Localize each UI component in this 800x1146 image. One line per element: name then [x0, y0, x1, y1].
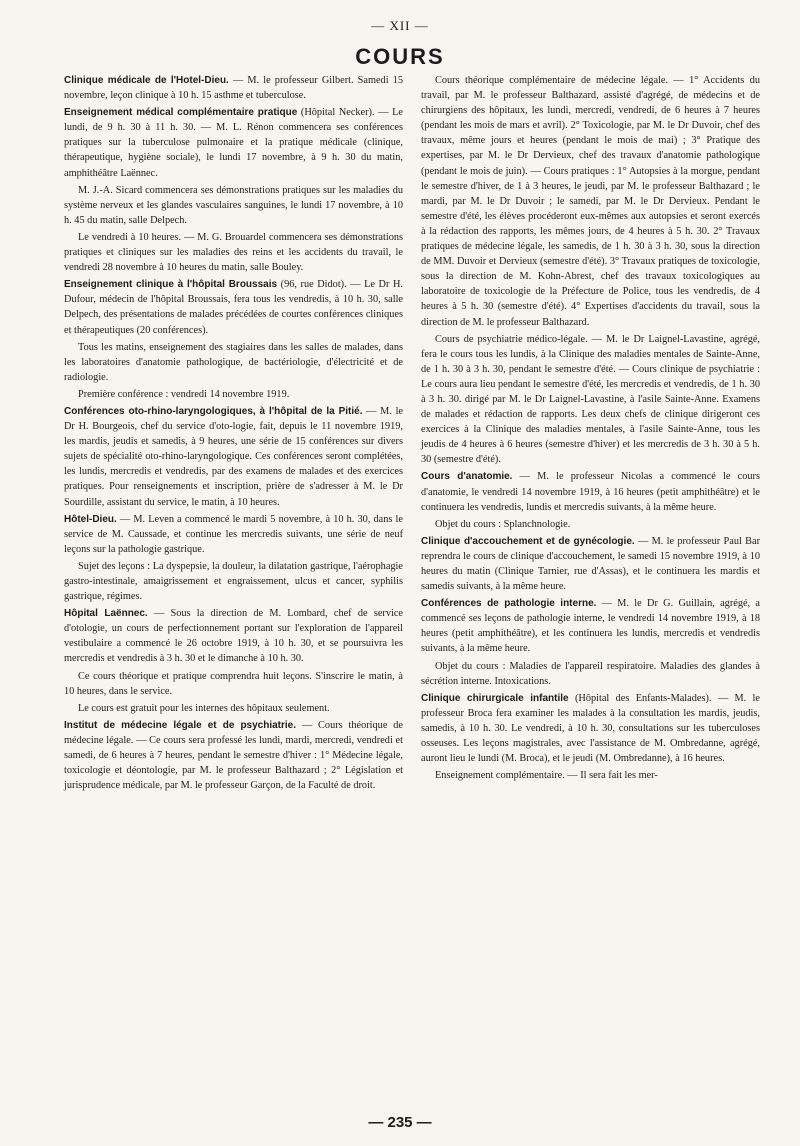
paragraph-subheading: Cours d'anatomie.: [421, 471, 513, 483]
right-column: [421, 73, 760, 795]
paragraph: [64, 404, 403, 510]
section-title: COURS: [355, 44, 445, 69]
paragraph-text: (Hôpital des Enfants-Malades). — M. le professeur Broca fera examiner les malades à la consultation les mardis, jeudis, samedis, à 10 h. 30. Le vendredi, à 10 h. 30, consultations sur les tuberculoses osseuses. Les leçons magistrales, avec l'assistance de M. Ombredanne, agrégé, auront lieu le lundi (M. Broca), et le jeudi (M. Ombredanne), à 16 heures.: [421, 692, 760, 765]
paragraph: [64, 606, 403, 666]
paragraph-text: Première conférence : vendredi 14 novembre 1919.: [78, 388, 290, 400]
paragraph: [421, 73, 760, 330]
paragraph: [64, 669, 403, 699]
paragraph: [421, 596, 760, 656]
paragraph-text: Cours théorique complémentaire de médecine légale. — 1° Accidents du travail, par M. le professeur Balthazard, assisté d'agrégé, de médecins et de chirurgiens des hôpitaux, les lundi, mercredi, vendredi, de 6 heures à 7 heures (pendant les mois de mars et avril). 2° Toxicologie, par M. le Dr Duvoir, chef des travaux, même jours et heures (pendant le mois de mai) ; 3° Pratique des expertises, par M. le Dr Dervieux, chef des travaux d'anatomie pathologique (pendant le mois de juin). — Cours pratiques : 1° Autopsies à la morgue, pendant le semestre d'hiver, de 1 à 3 heures, le jeudi, par M. le professeur Balthazard ; le mardi, par M. le Dr Duvoir ; le samedi, par M. le Dr Dervieux. Pendant le semestre d'été, les élèves procéderont eux-mêmes aux autopsies et seront exercés à la rédaction des rapports, les mêmes jours, de 4 heures à 5 h. 30. 2° Travaux pratiques de médecine légale, les samedis, de 1 h. 30 à 3 h. 30, sous la direction de MM. Duvoir et Dervieux (semestre d'été). 3° Travaux pratiques de toxicologie, sous la direction de M. Kohn-Abrest, chef des travaux toxicologiques au laboratoire de toxicologie de la Préfecture de Police, tous les vendredis, de 4 heures à 5 h. 30 (semestre d'été). 4° Expertises d'accidents du travail, sous la direction de M. le professeur Balthazard.: [421, 75, 760, 328]
paragraph: [64, 559, 403, 604]
paragraph: [421, 517, 760, 532]
paragraph-text: — M. Leven a commencé le mardi 5 novembre, à 10 h. 30, dans le service de M. Caussade, et continue les mercredis suivants, une série de neuf leçons sur la pathologie gastrique.: [64, 513, 403, 555]
paragraph: [421, 469, 760, 514]
paragraph-text: (96, rue Didot). — Le Dr H. Dufour, médecin de l'hôpital Broussais, fera tous les vendredis, à 10 h. 30, salle Delpech, des présentations de malades précédées de courtes conférences cliniques et thérapeutiques (20 conférences).: [64, 279, 403, 336]
paragraph-text: — M. le professeur Nicolas a commencé le cours d'anatomie, le vendredi 14 novembre 1919, à 16 heures (petit amphithéâtre) et le continuera les vendredis, lundis et mercredis suivants, à la même heure.: [421, 471, 760, 513]
paragraph-text: — M. le professeur Gilbert. Samedi 15 novembre, leçon clinique à 10 h. 15 asthme et tuberculose.: [64, 75, 403, 102]
paragraph-text: Enseignement complémentaire. — Il sera fait les mer-: [435, 770, 658, 782]
top-folio: — XII —: [371, 18, 429, 33]
paragraph: [421, 332, 760, 468]
paragraph-subheading: Hôtel-Dieu.: [64, 513, 117, 525]
paragraph: [64, 718, 403, 793]
paragraph-text: — Sous la direction de M. Lombard, chef de service d'otologie, un cours de perfectionnement portant sur l'exploration de l'appareil vestibulaire a commencé le 26 octobre 1919, à 10 h. 30, et se poursuivra les mercredis et vendredis à 3 h. 30 et le dimanche à 10 h. 30.: [64, 608, 403, 665]
paragraph-text: Sujet des leçons : La dyspepsie, la douleur, la dilatation gastrique, l'aérophagie gastro-intestinale, amaigrissement et engraissement, ulcus et cancer, syphilis gastrique, régimes.: [64, 560, 403, 603]
paragraph-subheading: Enseignement médical complémentaire pratique: [64, 107, 298, 119]
paragraph-text: — M. le professeur Paul Bar reprendra le cours de clinique d'accouchement, le samedi 15 novembre 1919, à 10 heures du matin (Clinique Tarnier, rue d'Assas), et le continuera les mardis et samedis suivants, à la même heure.: [421, 535, 760, 593]
paragraph-subheading: Clinique chirurgicale infantile: [421, 692, 569, 704]
paragraph: [421, 659, 760, 689]
paragraph: [421, 691, 760, 766]
paragraph-text: Cours de psychiatrie médico-légale. — M. le Dr Laignel-Lavastine, agrégé, fera le cours tous les lundis, à la Clinique des maladies mentales de Sainte-Anne, de 1 h. 30 à 3 h. 30, pendant le semestre d'été. — Cours clinique de psychiatrie : Le cours aura lieu pendant le semestre d'été, les mercredis et vendredis, de 1 h. 30 à 3 h. 30. dirigé par M. le Dr Laignel-Lavastine, à l'asile Sainte-Anne. Examens de malades et rédaction de rapports. Les deux chefs de clinique dirigeront ces exercices à la Clinique des maladies mentales, à l'asile Sainte-Anne, tous les jeudis de 4 heures à 6 heures (semestre d'hiver) et les mercredis de 3 h. 30 à 5 h. 30 (semestre d'été).: [421, 333, 760, 466]
paragraph-text: Objet du cours : Splanchnologie.: [435, 518, 571, 530]
paragraph-subheading: Hôpital Laënnec.: [64, 608, 148, 620]
paragraph-text: — M. le Dr H. Bourgeois, chef du service d'oto-logie, fait, depuis le 11 novembre 1919, les mardis, jeudis et samedis, à 9 heures, une série de 15 conférences sur divers sujets de spécialité oto-rhino-laryngologique. Ces conférences seront complétées, les lundis, mercredis et vendredis, par des examens de malades et des exercices pratiques. Pour renseignements et inscription, prière de s'adresser à M. le Dr Sourdille, assistant du service, le matin, à 10 heures.: [64, 405, 403, 508]
paragraph: [64, 230, 403, 275]
paragraph: [64, 73, 403, 103]
paragraph-subheading: Clinique d'accouchement et de gynécologie.: [421, 535, 635, 547]
left-column: [64, 73, 403, 795]
paragraph-text: (Hôpital Necker). — Le lundi, de 9 h. 30 à 11 h. 30. — M. L. Rénon commencera ses conférences pratiques sur la tuberculose pulmonaire et la pratique médicale (clinique, thérapeutique, hygiène sociale), le lundi 17 novembre, à 9 h. 30 du matin, amphithéâtre Laënnec.: [64, 107, 403, 179]
paragraph-text: Le vendredi à 10 heures. — M. G. Brouardel commencera ses démonstrations pratiques et cliniques sur les maladies des reins et les accidents du travail, le vendredi 28 novembre à 10 heures du matin, salle Bouley.: [64, 231, 403, 274]
paragraph-text: Tous les matins, enseignement des stagiaires dans les salles de malades, dans les laboratoires d'anatomie pathologique, de bactériologie, d'électricité et de radiologie.: [64, 341, 403, 383]
paragraph-text: Ce cours théorique et pratique comprendra huit leçons. S'inscrire le matin, à 10 heures, dans le service.: [64, 670, 403, 697]
paragraph-text: Objet du cours : Maladies de l'appareil respiratoire. Maladies des glandes à sécrétion interne. Intoxications.: [421, 660, 760, 687]
paragraph: [64, 701, 403, 716]
paragraph: [64, 277, 403, 337]
paragraph-subheading: Institut de médecine légale et de psychiatrie.: [64, 719, 297, 731]
paragraph-text: — M. le Dr G. Guillain, agrégé, a commencé ses leçons de pathologie interne, le vendredi 14 novembre 1919, à 18 heures (petit amphithéâtre), et les continuera les lundis, mercredis et vendredis suivants, à la même heure.: [421, 598, 760, 655]
text-columns: [64, 73, 760, 795]
page-number: — 235 —: [368, 1114, 432, 1131]
paragraph: [421, 768, 760, 783]
paragraph-subheading: Clinique médicale de l'Hotel-Dieu.: [64, 75, 229, 86]
paragraph-text: — Cours théorique de médecine légale. — Ce cours sera professé les lundi, mardi, mercredi, vendredi et samedi, de 6 heures à 7 heures, pendant le semestre d'hiver : 1° Médecine légale, toxicologie et déontologie, par M. le professeur Balthazard ; 2° Législation et jurisprudence médicale, par M. le professeur Garçon, de la Faculté de droit.: [64, 719, 403, 792]
paragraph: [64, 512, 403, 557]
paragraph-text: M. J.-A. Sicard commencera ses démonstrations pratiques sur les maladies du système nerveux et les glandes vasculaires sanguines, le lundi 17 novembre, à 10 h. 45 du matin, salle Delpech.: [64, 184, 403, 226]
paragraph-subheading: Conférences oto-rhino-laryngologiques, à l'hôpital de la Pitié.: [64, 405, 363, 417]
paragraph: [64, 105, 403, 180]
paragraph-text: Le cours est gratuit pour les internes des hôpitaux seulement.: [78, 702, 330, 714]
paragraph: [64, 387, 403, 402]
paragraph-subheading: Enseignement clinique à l'hôpital Broussais: [64, 279, 278, 291]
paragraph: [421, 534, 760, 594]
paragraph: [64, 183, 403, 228]
paragraph: [64, 340, 403, 385]
paragraph-subheading: Conférences de pathologie interne.: [421, 598, 597, 610]
